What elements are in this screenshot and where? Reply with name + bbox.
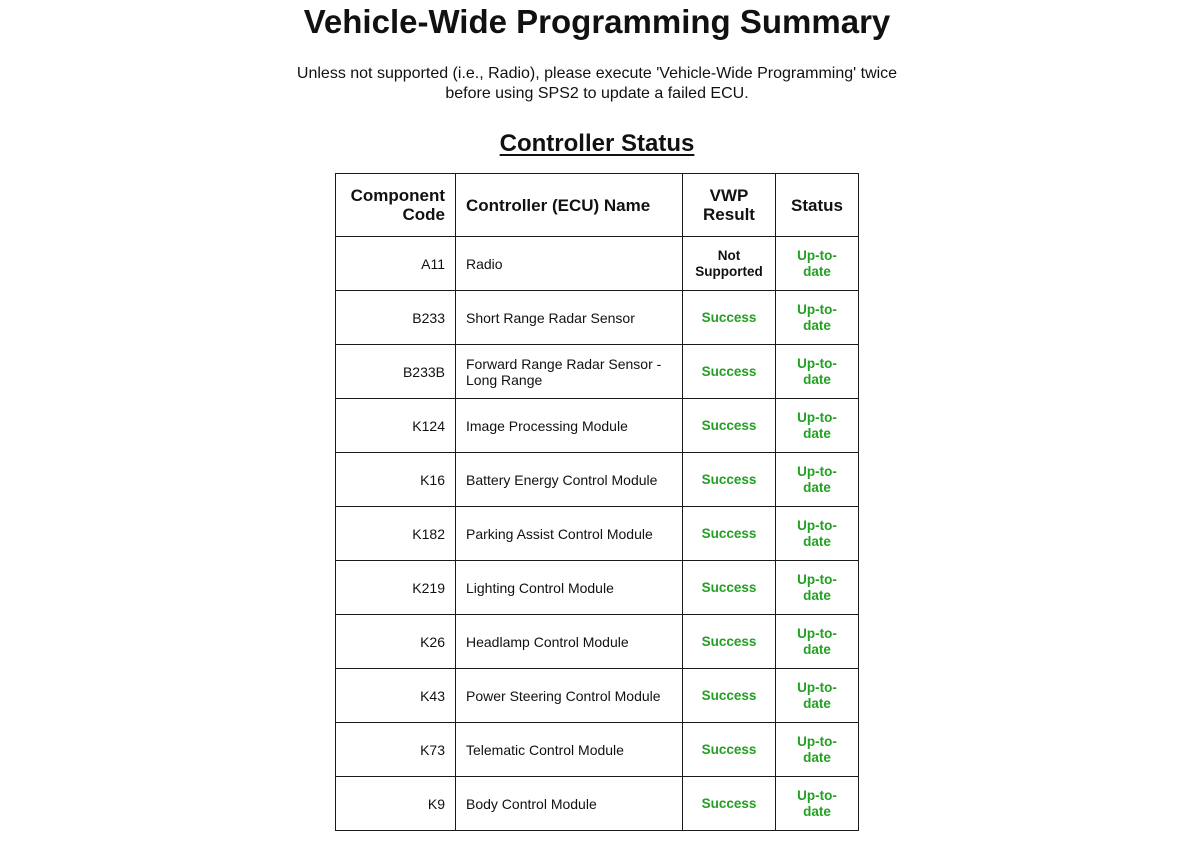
cell-ecu-name: Body Control Module: [456, 777, 683, 831]
vwp-result-line-1: Success: [701, 471, 757, 487]
vwp-result-line-1: Success: [701, 579, 757, 595]
instructions-line-2: before using SPS2 to update a failed ECU.: [445, 85, 749, 102]
cell-ecu-name: Lighting Control Module: [456, 561, 683, 615]
table-row: [336, 561, 859, 615]
cell-component-code: K219: [336, 561, 456, 615]
vwp-result-line-1: Success: [701, 309, 757, 325]
status-line-2: date: [803, 749, 831, 765]
status-line-2: date: [803, 587, 831, 603]
status-line-1: Up-to-: [797, 463, 837, 479]
table-row: [336, 723, 859, 777]
table-row: [336, 291, 859, 345]
vwp-result-line-2: Supported: [695, 263, 763, 279]
status-line-2: date: [803, 317, 831, 333]
status-line-2: date: [803, 641, 831, 657]
vwp-result-line-1: Success: [701, 633, 757, 649]
table-row: [336, 507, 859, 561]
header-component-code-line-2: Code: [402, 205, 445, 224]
cell-status: [776, 291, 859, 345]
table-header-row: [336, 174, 859, 237]
cell-vwp-result: [683, 237, 776, 291]
header-vwp-result-line-1: VWP: [709, 186, 749, 205]
section-title: [0, 129, 1194, 159]
cell-status: [776, 399, 859, 453]
status-line-1: Up-to-: [797, 679, 837, 695]
cell-vwp-result: [683, 453, 776, 507]
status-line-1: Up-to-: [797, 571, 837, 587]
cell-status: [776, 345, 859, 399]
status-line-2: date: [803, 803, 831, 819]
status-line-2: date: [803, 263, 831, 279]
status-line-2: date: [803, 479, 831, 495]
vwp-result-line-1: Not: [717, 247, 741, 263]
cell-status: [776, 237, 859, 291]
cell-status: [776, 723, 859, 777]
status-line-2: date: [803, 425, 831, 441]
cell-ecu-name: Image Processing Module: [456, 399, 683, 453]
table-row: [336, 777, 859, 831]
cell-status: [776, 669, 859, 723]
cell-component-code: B233B: [336, 345, 456, 399]
header-status: Status: [776, 174, 859, 237]
table-row: [336, 399, 859, 453]
cell-status: [776, 615, 859, 669]
cell-component-code: K124: [336, 399, 456, 453]
vwp-result-line-1: Success: [701, 417, 757, 433]
status-line-1: Up-to-: [797, 409, 837, 425]
status-line-1: Up-to-: [797, 625, 837, 641]
table-row: [336, 453, 859, 507]
cell-component-code: K43: [336, 669, 456, 723]
page-title: Vehicle-Wide Programming Summary: [303, 3, 891, 40]
status-line-2: date: [803, 533, 831, 549]
cell-vwp-result: [683, 507, 776, 561]
controller-status-table: [335, 173, 859, 831]
vwp-result-line-1: Success: [701, 741, 757, 757]
status-line-2: date: [803, 695, 831, 711]
cell-vwp-result: [683, 561, 776, 615]
cell-component-code: A11: [336, 237, 456, 291]
cell-vwp-result: [683, 345, 776, 399]
cell-ecu-name: Battery Energy Control Module: [456, 453, 683, 507]
header-component-code-line-1: Component: [350, 186, 445, 205]
vwp-result-line-1: Success: [701, 363, 757, 379]
cell-vwp-result: [683, 399, 776, 453]
vwp-result-line-1: Success: [701, 687, 757, 703]
table-row: [336, 615, 859, 669]
header-component-code: [336, 174, 456, 237]
cell-ecu-name: Short Range Radar Sensor: [456, 291, 683, 345]
table-row: [336, 345, 859, 399]
instructions-line-1: Unless not supported (i.e., Radio), please execute 'Vehicle-Wide Programming' twice: [296, 65, 898, 82]
status-line-1: Up-to-: [797, 355, 837, 371]
header-vwp-result-line-2: Result: [703, 205, 755, 224]
table-row: [336, 237, 859, 291]
status-line-2: date: [803, 371, 831, 387]
cell-component-code: K182: [336, 507, 456, 561]
cell-component-code: K16: [336, 453, 456, 507]
cell-status: [776, 777, 859, 831]
section-title-text: Controller Status: [499, 130, 695, 157]
cell-status: [776, 507, 859, 561]
cell-ecu-name: Parking Assist Control Module: [456, 507, 683, 561]
cell-ecu-name: Headlamp Control Module: [456, 615, 683, 669]
cell-ecu-name: Forward Range Radar Sensor - Long Range: [456, 345, 683, 399]
vwp-result-line-1: Success: [701, 525, 757, 541]
status-line-1: Up-to-: [797, 517, 837, 533]
cell-vwp-result: [683, 723, 776, 777]
cell-vwp-result: [683, 615, 776, 669]
table-row: [336, 669, 859, 723]
cell-ecu-name: Radio: [456, 237, 683, 291]
status-line-1: Up-to-: [797, 787, 837, 803]
header-vwp-result: [683, 174, 776, 237]
cell-ecu-name: Power Steering Control Module: [456, 669, 683, 723]
cell-vwp-result: [683, 291, 776, 345]
cell-vwp-result: [683, 669, 776, 723]
status-line-1: Up-to-: [797, 247, 837, 263]
cell-component-code: K26: [336, 615, 456, 669]
cell-ecu-name: Telematic Control Module: [456, 723, 683, 777]
cell-component-code: B233: [336, 291, 456, 345]
vwp-result-line-1: Success: [701, 795, 757, 811]
status-line-1: Up-to-: [797, 301, 837, 317]
table-body: [336, 237, 859, 831]
instructions-text: [0, 64, 1194, 104]
cell-status: [776, 453, 859, 507]
header-ecu-name: Controller (ECU) Name: [456, 174, 683, 237]
cell-vwp-result: [683, 777, 776, 831]
cell-status: [776, 561, 859, 615]
cell-component-code: K73: [336, 723, 456, 777]
cell-component-code: K9: [336, 777, 456, 831]
status-line-1: Up-to-: [797, 733, 837, 749]
